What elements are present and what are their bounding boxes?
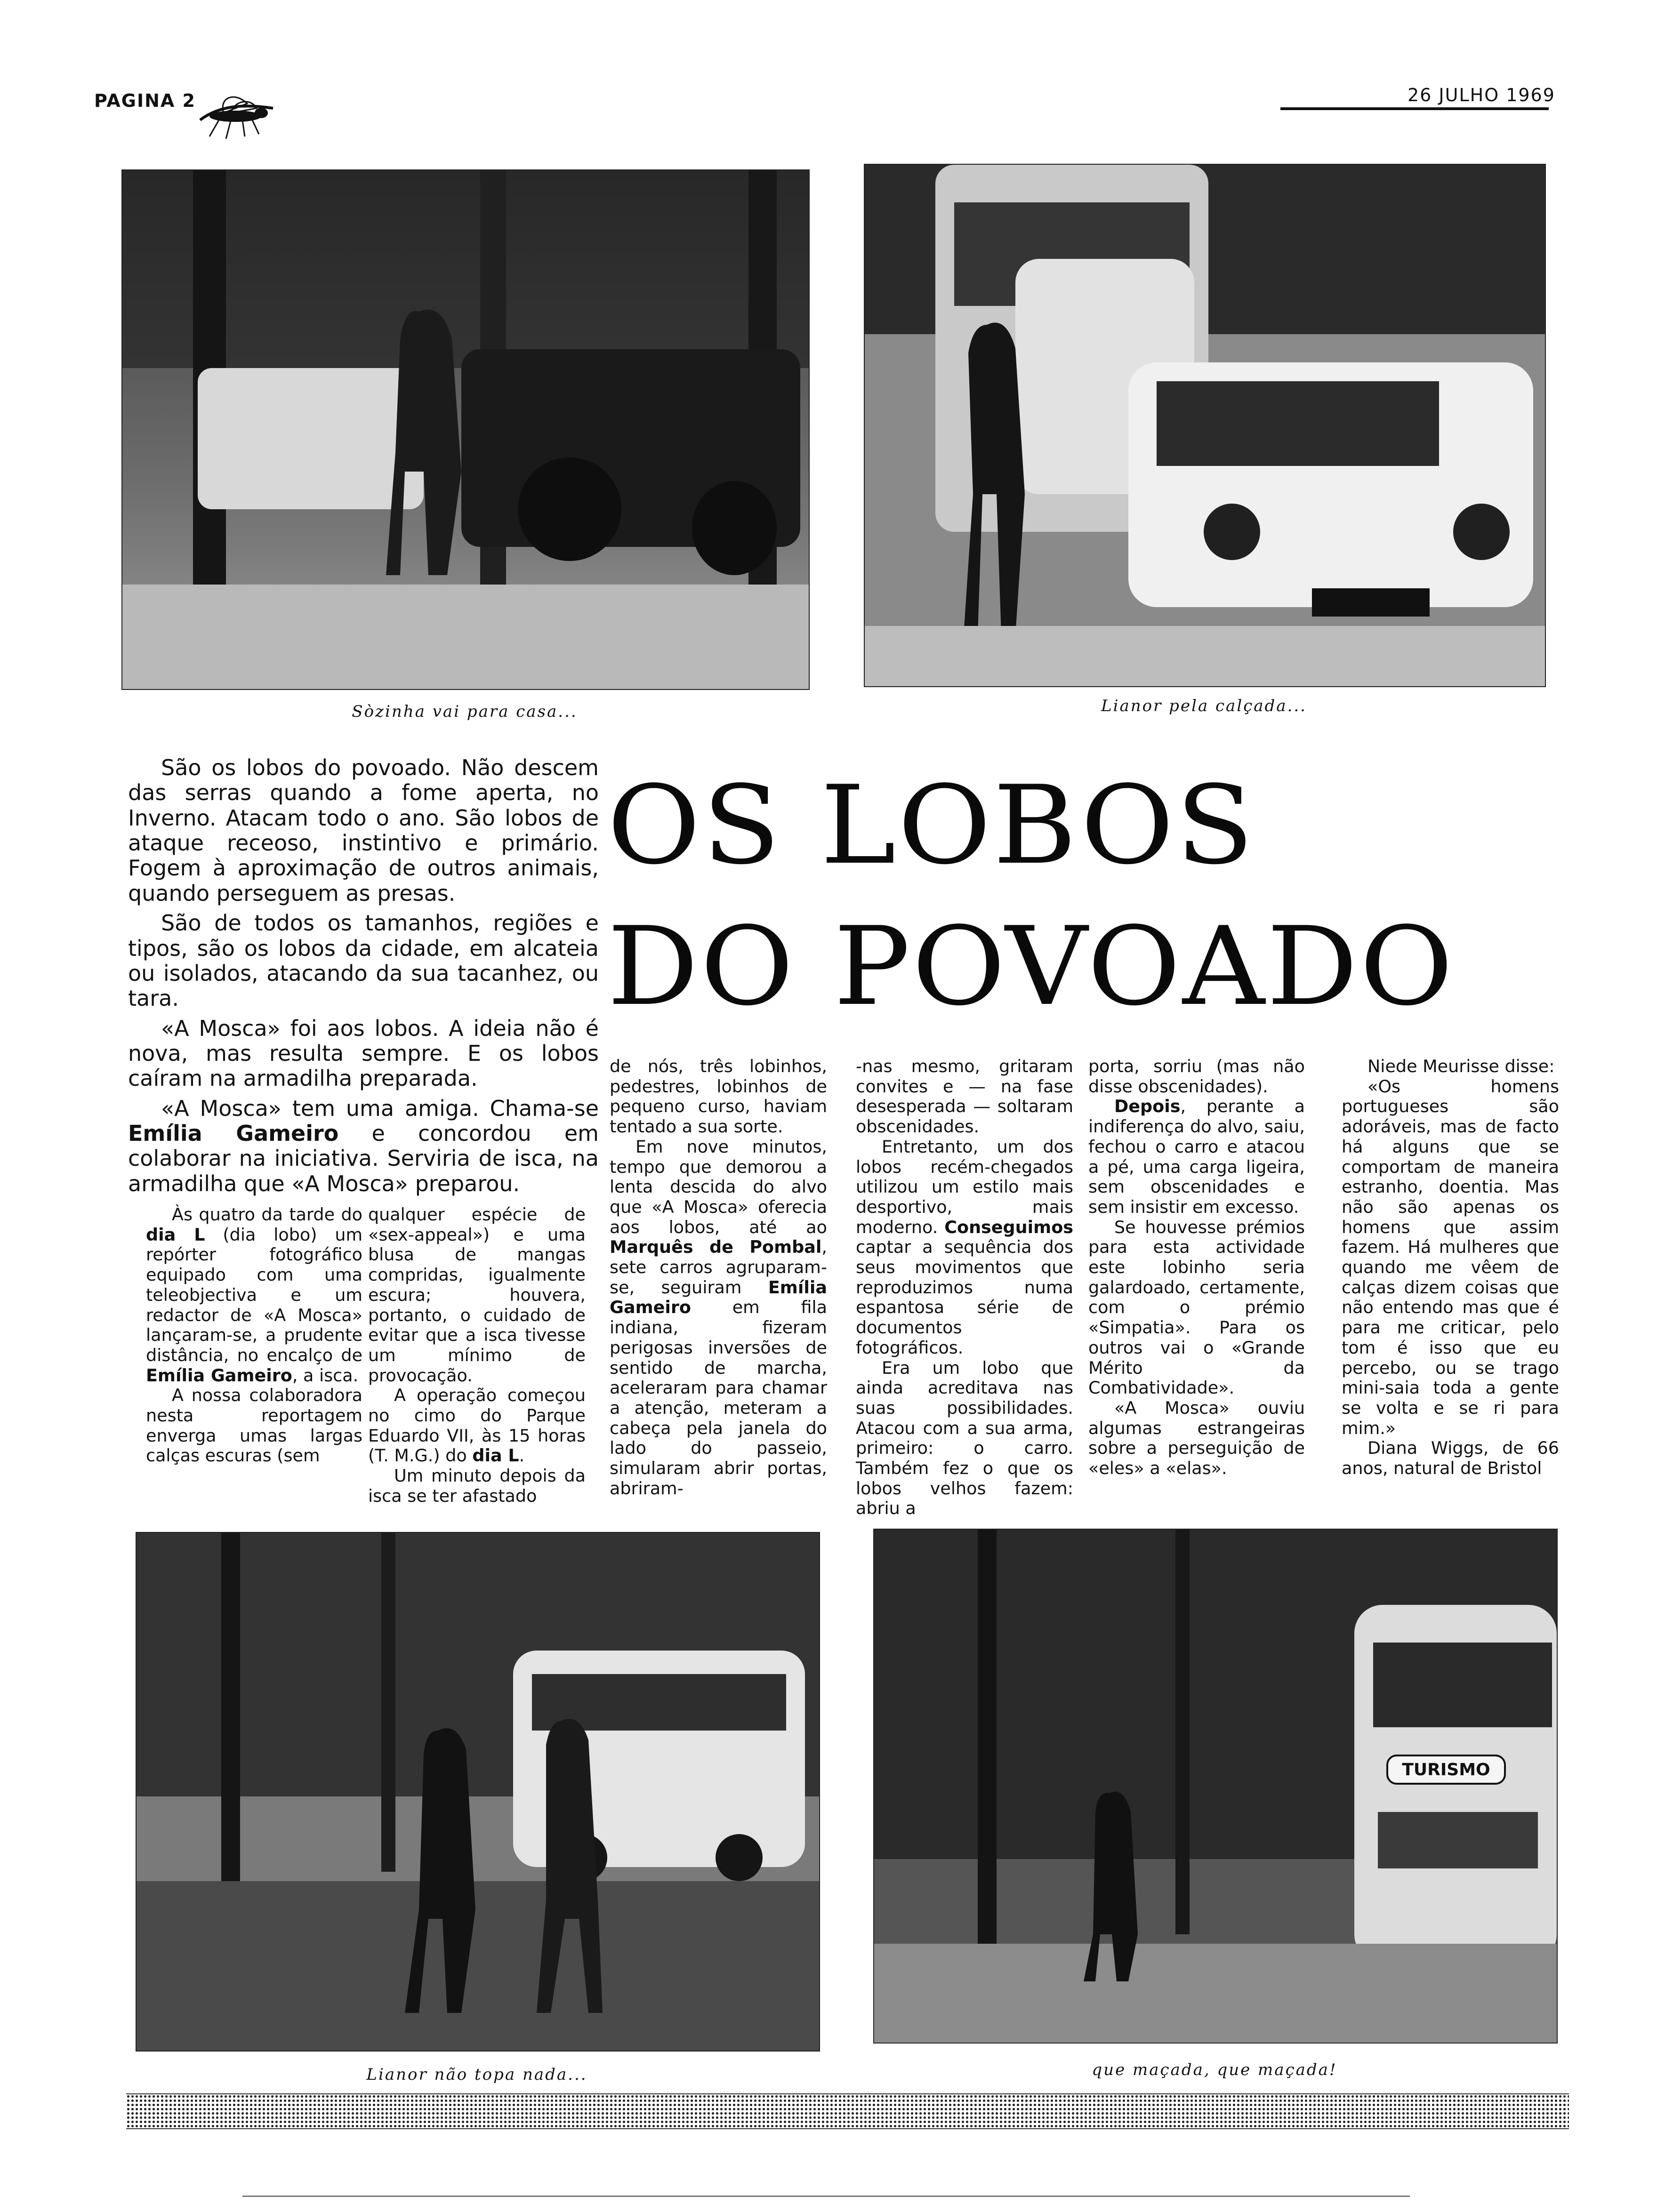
lead-text — [128, 755, 599, 1201]
column-paragraph: porta, sorriu (mas não disse obscenidades). — [1088, 1056, 1305, 1097]
photo-turismo-bus-on-road — [873, 1529, 1558, 2044]
column-paragraph: «A Mosca» ouviu algumas estrangeiras sobre a perseguição de «eles» a «elas». — [1088, 1397, 1305, 1479]
lead-paragraph: «A Mosca» tem uma amiga. Chama-se Emília Gameiro e concordou em colaborar na iniciativa. Serviria de isca, na armadilha que «A Mosca» preparou. — [128, 1095, 599, 1196]
column-paragraph: Se houvesse prémios para esta actividade este lobinho seria galardoado, certamente, com o prémio «Simpatia». Para os outros vai o «Grande Mérito da Combatividade». — [1088, 1217, 1305, 1398]
column-paragraph: A operação começou no cimo do Parque Eduardo VII, às 15 horas (T. M.G.) do dia L. — [368, 1385, 586, 1466]
column-paragraph: Em nove minutos, tempo que demorou a lenta descida do alvo que «A Mosca» oferecia aos lobos, até ao Marquês de Pombal, sete carros agruparam-se, seguiram Emília Gameiro em fila indiana, fizeram perigosas inversões de sentido de marcha, aceleraram para chamar a atenção, meteram a cabeça pela janela do lado do passeio, simularam abrir portas, abriram- — [610, 1136, 827, 1499]
column-paragraph: Um minuto depois da isca se ter afastado — [368, 1466, 586, 1506]
column-paragraph: qualquer espécie de «sex-appeal») e uma blusa de mangas compridas, igualmente escura; houvera, portanto, o cuidado de evitar que a isca tivesse um mínimo de provocação. — [368, 1204, 586, 1386]
column-paragraph: Niede Meurisse disse: — [1367, 1056, 1555, 1076]
halftone-dot-band — [126, 2093, 1569, 2129]
footer-rule — [242, 2196, 1410, 2197]
article-column-3 — [610, 1057, 827, 1499]
article-column-6 — [1342, 1057, 1559, 1479]
headline-line-1: OS LOBOS — [607, 763, 1256, 889]
photo-couple-crossing-road — [136, 1532, 820, 2052]
column-paragraph: A nossa colaboradora nesta reportagem enverga umas largas calças escuras (sem — [146, 1385, 362, 1466]
lead-paragraph: São os lobos do povoado. Não descem das serras quando a fome aperta, no Inverno. Atacam todo o ano. São lobos de ataque receoso, instintivo e primário. Fogem à aproximação de outros animais, quando perseguem as presas. — [128, 755, 599, 906]
photo-caption: que maçada, que maçada! — [1092, 2060, 1337, 2079]
article-column-2 — [368, 1205, 586, 1507]
photo-caption: Lianor pela calçada... — [1101, 697, 1307, 715]
photo-caption: Sòzinha vai para casa... — [352, 702, 578, 721]
column-paragraph: Às quatro da tarde do dia L (dia lobo) um repórter fotográfico equipado com uma teleobjectiva e um redactor de «A Mosca» lançaram-se, a prudente distância, no encalço de Emília Gameiro, a isca. — [146, 1204, 363, 1386]
column-paragraph: Depois, perante a indiferença do alvo, saiu, fechou o carro e atacou a pé, uma carga ligeira, sem obscenidades e sem insistir em excesso. — [1088, 1096, 1305, 1217]
lead-paragraph: São de todos os tamanhos, regiões e tipos, são os lobos da cidade, em alcateia ou isolados, atacando da sua tacanhez, ou tara. — [128, 910, 599, 1011]
fly-icon — [191, 87, 280, 144]
column-paragraph: de nós, três lobinhos, pedestres, lobinhos de pequeno curso, haviam tentado a sua sorte. — [610, 1056, 827, 1137]
bus-sign: TURISMO — [1402, 1760, 1490, 1779]
column-paragraph: Entretanto, um dos lobos recém-chegados utilizou um estilo mais desportivo, mais moderno. Conseguimos captar a sequência dos seus movimentos que reproduzimos numa espantosa série de documentos fotográficos. — [856, 1136, 1073, 1358]
headline-line-2: DO POVOADO — [607, 904, 1455, 1030]
lead-paragraph: «A Mosca» foi aos lobos. A ideia não é nova, mas resulta sempre. E os lobos caíram na armadilha preparada. — [128, 1015, 599, 1091]
column-paragraph: Diana Wiggs, de 66 anos, natural de Bristol — [1342, 1438, 1559, 1479]
column-paragraph: Era um lobo que ainda acreditava nas suas possibilidades. Atacou com a sua arma, primeiro: o carro. Também fez o que os lobos velhos fazem: abriu a — [856, 1357, 1073, 1519]
header-rule — [1280, 107, 1549, 110]
photo-woman-on-sidewalk-by-bus — [864, 164, 1546, 687]
headline — [607, 763, 1544, 1030]
article-column-5 — [1088, 1057, 1305, 1479]
photo-woman-walking-past-cars — [121, 169, 810, 690]
column-paragraph: -nas mesmo, gritaram convites e — na fase desesperada — soltaram obscenidades. — [856, 1056, 1073, 1137]
article-column-1 — [146, 1205, 362, 1466]
article-column-4 — [856, 1057, 1073, 1519]
issue-date: 26 JULHO 1969 — [1408, 85, 1555, 105]
column-paragraph: «Os homens portugueses são adoráveis, mas de facto há alguns que se comportam de maneira estranho, doentia. Mas não são apenas os homens que assim fazem. Há mulheres que quando me vêem de calças dizem coisas que não entendo mas que é para me criticar, pelo tom é isso que eu percebo, ou se trago mini-saia toda a gente se volta e se ri para mim.» — [1342, 1076, 1559, 1438]
page-number: PAGINA 2 — [94, 90, 196, 111]
photo-caption: Lianor não topa nada... — [366, 2065, 587, 2084]
